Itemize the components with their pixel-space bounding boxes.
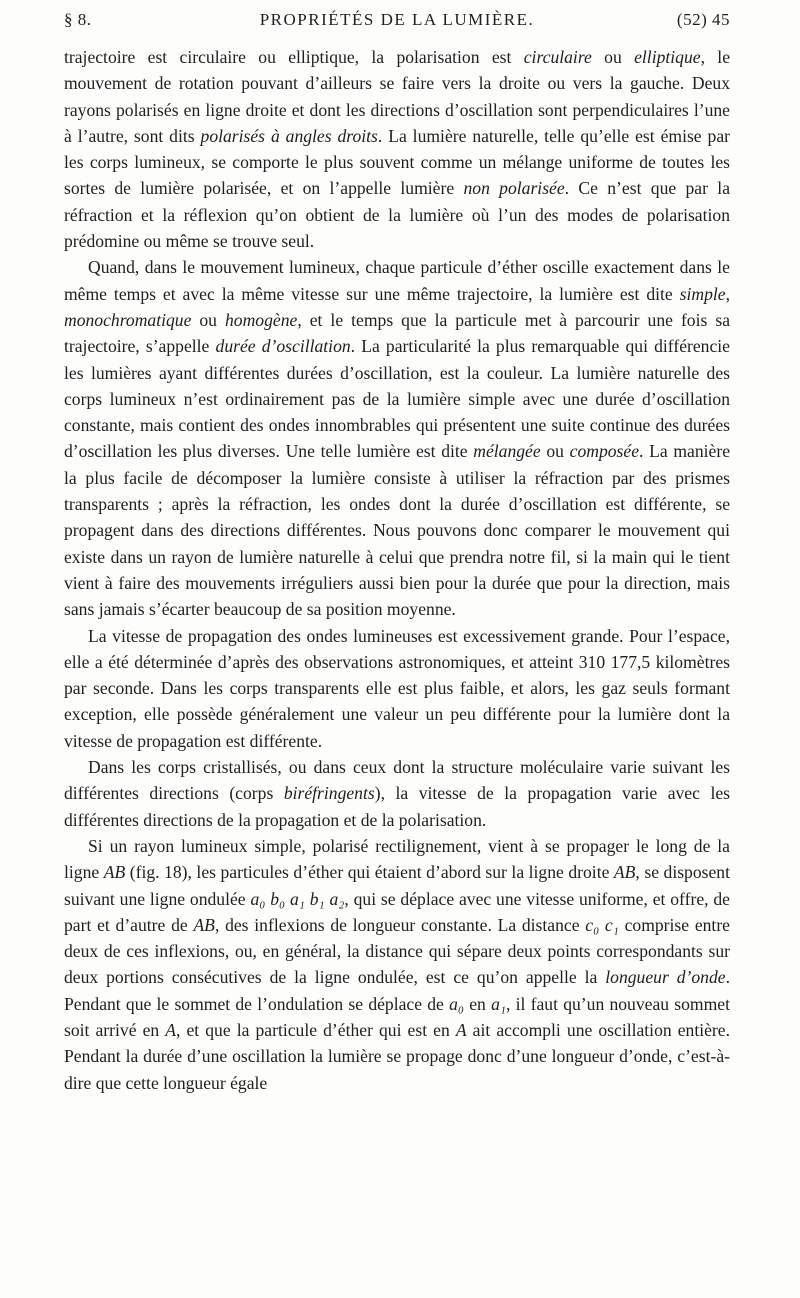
italic-text: a₀ b₀ a₁ b₁ a₂: [250, 888, 345, 909]
paragraph: [64, 623, 730, 754]
text-run: . Pendant que le sommet de l’ondulation se déplace de: [64, 967, 730, 1014]
text-run: ), la vitesse de la propagation varie avec les différentes directions de la propagation et de la polarisation.: [64, 783, 730, 830]
text-run: . La particularité la plus remarquable qui différencie les lumières ayant différentes durées d’oscillation, est la couleur. La lumière naturelle des corps lumineux n’est ordinairement pas de la lumière simple avec une durée d’oscillation constante, mais contient des ondes innombrables qui présentent une suite continue des durées d’oscillation les plus diverses. Une telle lumière est dite: [64, 336, 730, 462]
italic-text: AB: [103, 862, 126, 883]
text-run: comprise entre deux de ces inflexions, ou, en général, la distance qui sépare deux points correspondants sur deux portions consécutives de la ligne ondulée, est ce qu’on appelle la: [64, 914, 730, 988]
italic-text: A: [455, 1019, 467, 1040]
italic-text: biréfringents: [283, 783, 375, 804]
text-run: , se disposent suivant une ligne ondulée: [64, 862, 730, 909]
italic-text: circulaire: [523, 47, 592, 67]
text-run: en: [464, 993, 492, 1014]
italic-text: elliptique: [634, 47, 701, 67]
text-run: (fig. 18), les particules d’éther qui étaient d’abord sur la ligne droite: [125, 862, 614, 883]
page-number: (52) 45: [676, 10, 730, 29]
text-run: , qui se déplace avec une vitesse uniforme, et offre, de part et d’autre de: [64, 888, 730, 935]
text-run: ait accompli une oscillation entière. Pendant la durée d’une oscillation la lumière se propage donc d’une longueur d’onde, c’est-à-dire que cette longueur égale: [64, 1019, 730, 1093]
text-run: . La manière la plus facile de décomposer la lumière consiste à utiliser la réfraction par des prismes transparents ; après la réfraction, les ondes dont la durée d’oscillation est différente, se propagent dans des directions différentes. Nous pouvons donc comparer le mouvement qui existe dans un rayon de lumière naturelle à celui que prendra notre fil, si la main qui le tient vient à faire des mouvements irréguliers aussi bien pour la durée que pour la direction, mais sans jamais s’écarter beaucoup de sa position moyenne.: [64, 441, 731, 620]
text-run: Quand, dans le mouvement lumineux, chaque particule d’éther oscille exactement dans le même temps et avec la même vitesse sur une même trajectoire, la lumière est dite: [64, 257, 730, 304]
text-run: , le mouvement de rotation pouvant d’ailleurs se faire vers la droite ou vers la gauche. Deux rayons polarisés en ligne droite et dont les directions d’oscillation sont perpendiculaires l’une à l’autre, sont dits: [64, 47, 730, 146]
text-run: , il faut qu’un nouveau sommet soit arrivé en: [64, 993, 731, 1040]
italic-text: composée: [569, 441, 640, 462]
body-text: [64, 44, 730, 1096]
text-run: . La lumière naturelle, telle qu’elle est émise par les corps lumineux, se comporte le plus souvent comme un mélange uniforme de toutes les sortes de lumière polarisée, et on l’appelle lumière: [64, 125, 730, 199]
italic-text: c₀ c₁: [585, 914, 619, 935]
text-run: ou: [540, 441, 570, 462]
text-run: ou: [191, 309, 225, 330]
italic-text: AB: [613, 862, 636, 883]
text-run: ,: [725, 283, 730, 304]
italic-text: a₀: [449, 993, 465, 1014]
paragraph: [64, 44, 730, 254]
italic-text: a₁: [491, 993, 506, 1014]
text-run: ou: [591, 47, 635, 67]
italic-text: A: [165, 1019, 177, 1040]
text-run: , des inflexions de longueur constante. La distance: [214, 914, 586, 935]
italic-text: durée d’oscillation: [215, 336, 351, 357]
paragraph: [64, 754, 730, 833]
running-title: PROPRIÉTÉS DE LA LUMIÈRE.: [259, 10, 535, 29]
text-run: trajectoire est circulaire ou elliptique, la polarisation est: [64, 47, 524, 67]
text-run: , et que la particule d’éther qui est en: [176, 1019, 456, 1040]
text-run: Dans les corps cristallisés, ou dans ceux dont la structure moléculaire varie suivant les différentes directions (corps: [64, 757, 730, 804]
paragraph: [64, 833, 730, 1096]
text-run: Si un rayon lumineux simple, polarisé rectilignement, vient à se propager le long de la ligne: [64, 835, 730, 883]
italic-text: mélangée: [473, 441, 541, 462]
text-run: . Ce n’est que par la réfraction et la réflexion qu’on obtient de la lumière où l’un des modes de polarisation prédomine ou même se trouve seul.: [64, 178, 731, 252]
paragraph: [64, 254, 730, 622]
italic-text: simple: [679, 283, 726, 304]
italic-text: longueur d’onde: [605, 967, 726, 988]
italic-text: AB: [193, 914, 215, 935]
italic-text: monochromatique: [64, 309, 192, 330]
italic-text: polarisés à angles droits: [200, 125, 378, 146]
italic-text: non polarisée: [463, 178, 565, 199]
text-run: , et le temps que la particule met à parcourir une fois sa trajectoire, s’appelle: [64, 309, 731, 357]
text-run: La vitesse de propagation des ondes lumineuses est excessivement grande. Pour l’espace, elle a été déterminée d’après des observations astronomiques, et atteint 310 177,5 kilomètres par seconde. Dans les corps transparents elle est plus faible, et alors, les gaz seuls formant exception, elle possède généralement une valeur un peu différente pour la lumière dont la vitesse de propagation est différente.: [64, 625, 730, 751]
italic-text: homogène: [225, 309, 298, 330]
page-header: [64, 10, 730, 36]
section-number: § 8.: [64, 10, 92, 29]
